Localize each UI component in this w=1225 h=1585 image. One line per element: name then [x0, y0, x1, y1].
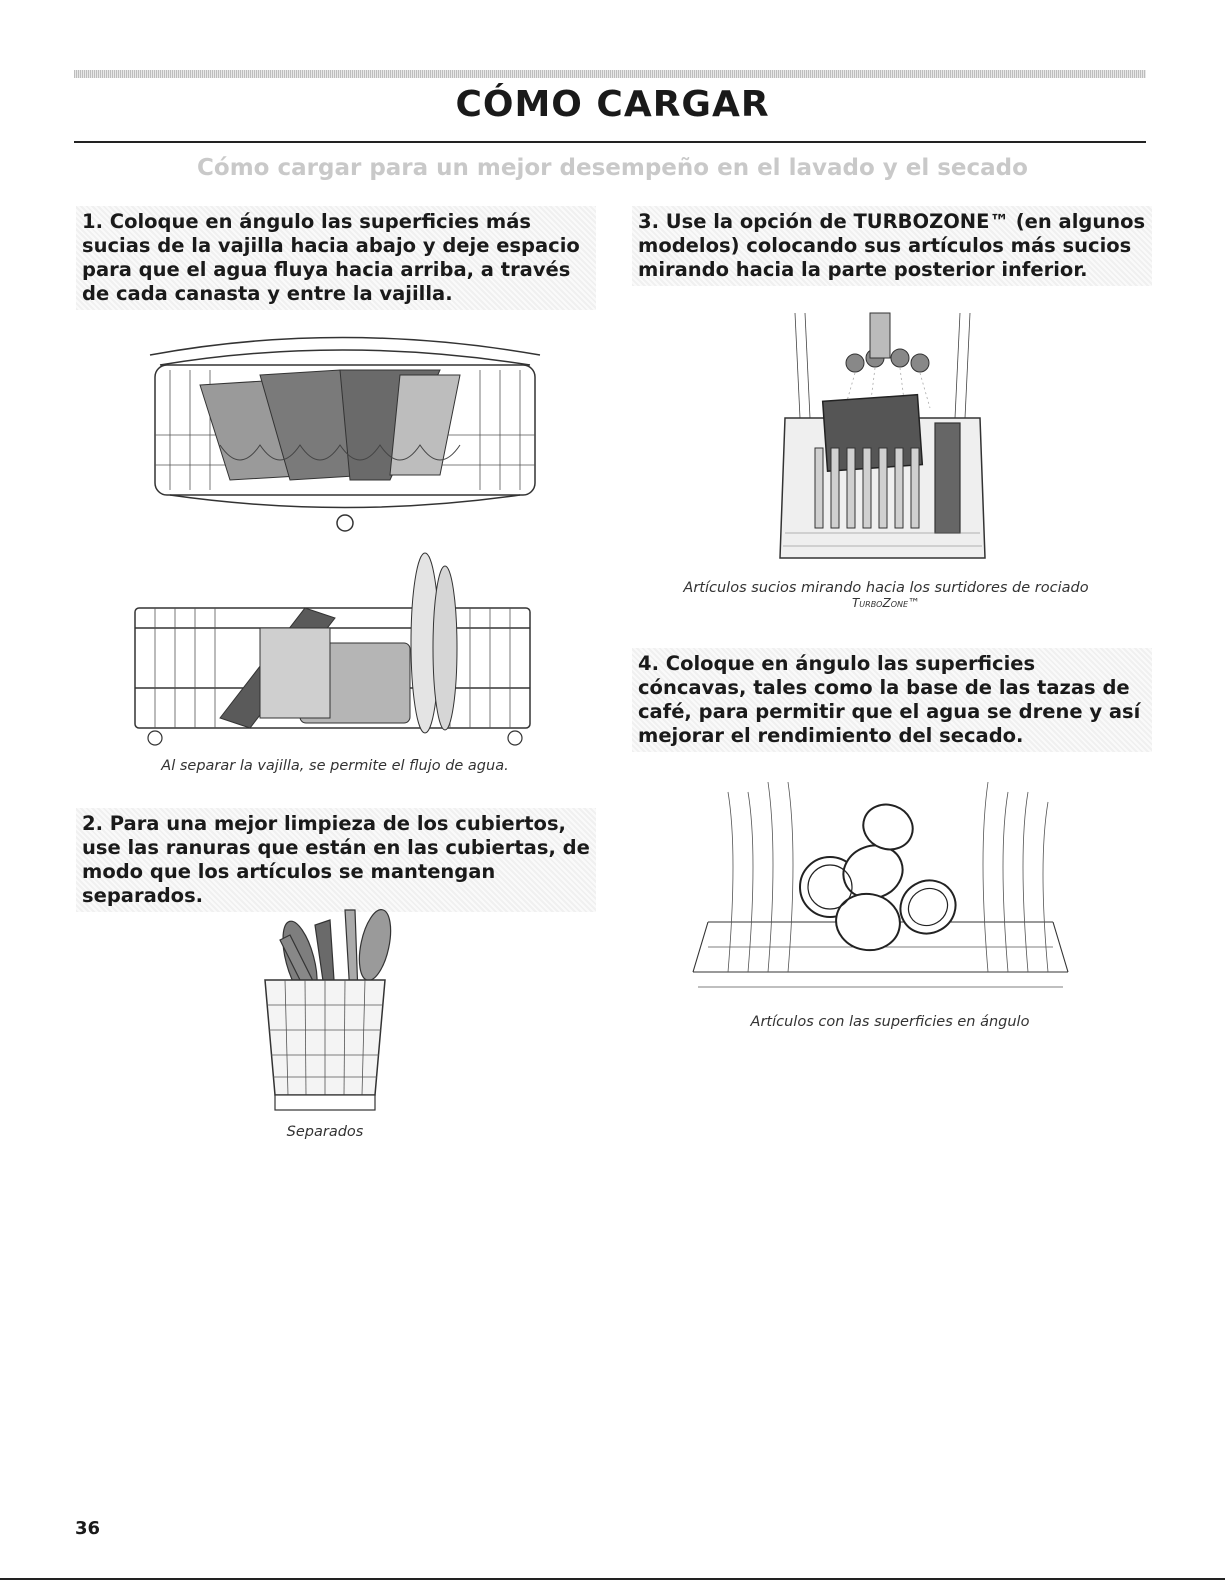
page-number: 36 — [75, 1518, 101, 1539]
page-subtitle: Cómo cargar para un mejor desempeño en el lavado y el secado — [197, 155, 1028, 181]
turbozone-caption-line1: Artículos sucios mirando hacia los surtidores de rociado — [683, 580, 1089, 596]
upper-rack-illustration — [140, 325, 550, 535]
title-divider — [74, 141, 1146, 143]
lower-rack-illustration — [120, 548, 540, 753]
step-3-text: 3. Use la opción de TURBOZONE™ (en algunos modelos) colocando sus artículos más sucios mirando hacia la parte posterior inferior. — [632, 206, 1152, 286]
cups-caption: Artículos con las superficies en ángulo — [750, 1014, 1030, 1030]
cups-rack-illustration — [688, 772, 1073, 1000]
silverware-basket-illustration — [250, 905, 400, 1120]
racks-caption: Al separar la vajilla, se permite el flujo de agua. — [161, 758, 509, 774]
top-decorative-rule — [74, 70, 1146, 78]
step-1-text: 1. Coloque en ángulo las superficies más sucias de la vajilla hacia abajo y deje espacio para que el agua fluya hacia arriba, a través de cada canasta y entre la vajilla. — [76, 206, 596, 310]
basket-caption: Separados — [286, 1124, 364, 1140]
step-2-text: 2. Para una mejor limpieza de los cubiertos, use las ranuras que están en las cubiertas, de modo que los artículos se mantengan separados. — [76, 808, 596, 912]
turbozone-illustration — [775, 308, 990, 563]
bottom-rule — [0, 1578, 1225, 1580]
step-4-text: 4. Coloque en ángulo las superficies cóncavas, tales como la base de las tazas de café, para permitir que el agua se drene y así mejorar el rendimiento del secado. — [632, 648, 1152, 752]
page-title: CÓMO CARGAR — [455, 84, 770, 125]
turbozone-caption-line2: TurboZone™ — [851, 596, 921, 610]
turbozone-caption — [632, 580, 1140, 610]
